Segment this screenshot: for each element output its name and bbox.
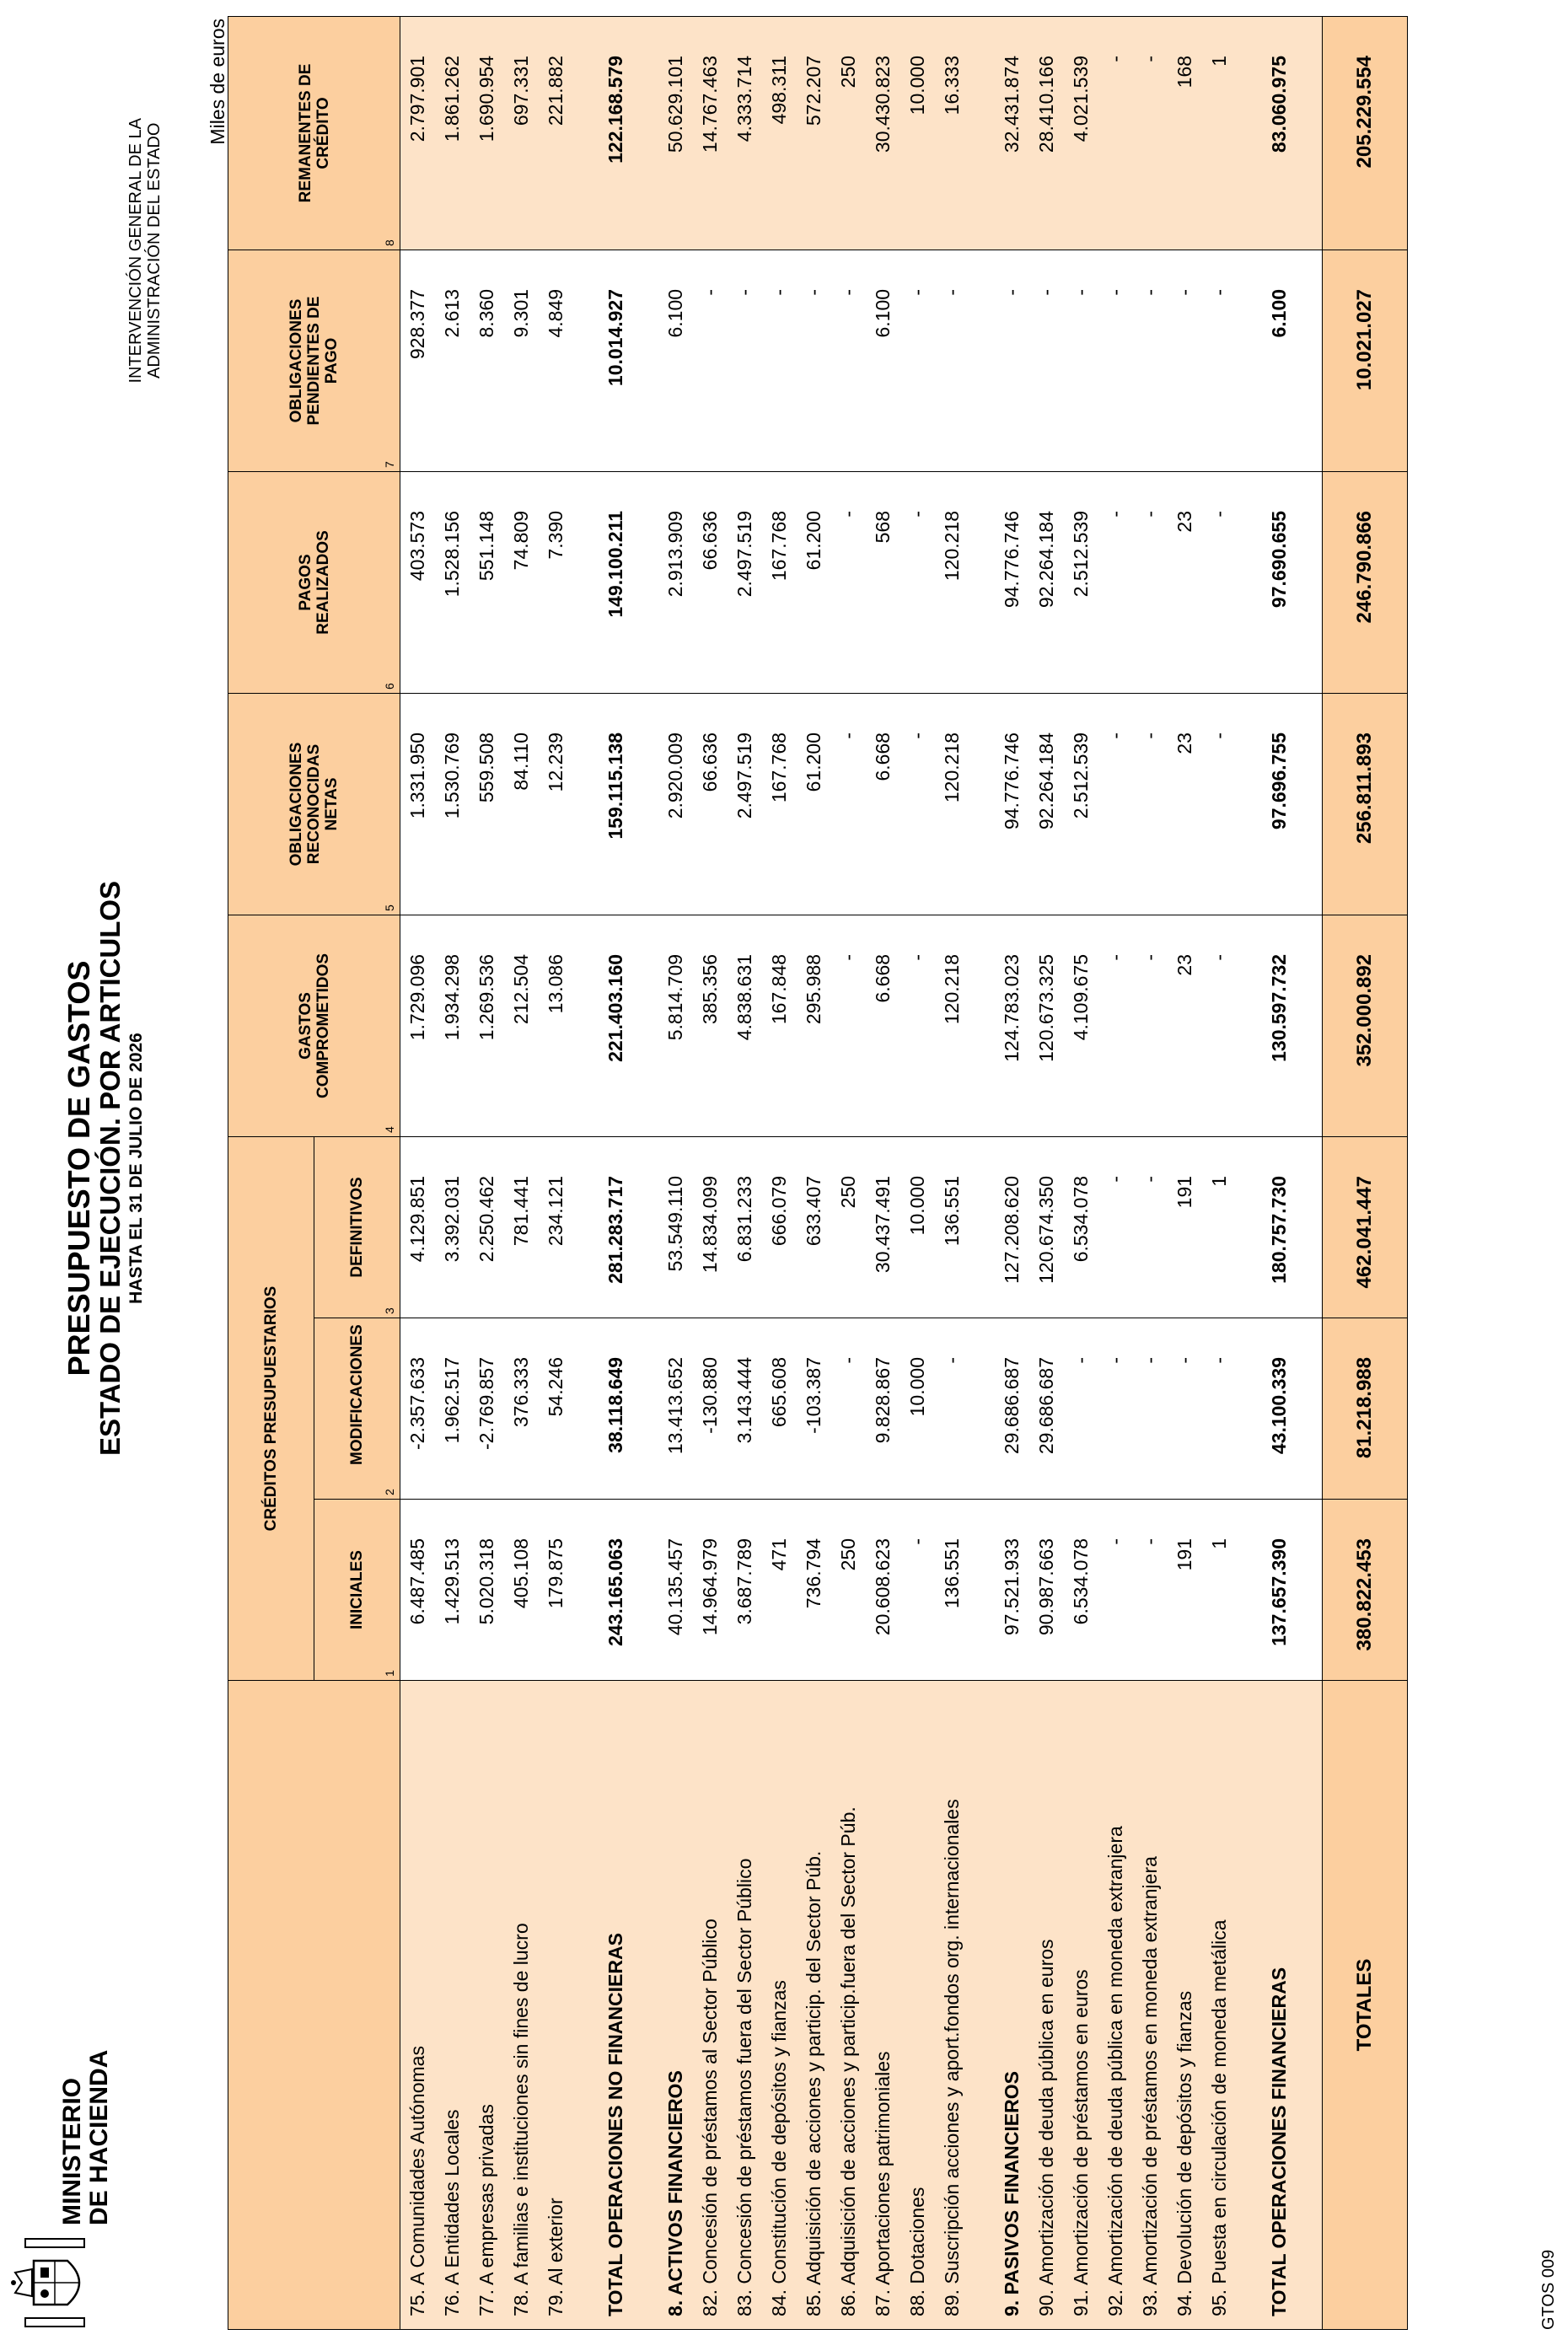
table-row: [1098, 16, 1133, 2329]
table-row: [935, 16, 969, 2329]
cell-value: 50.629.101: [658, 16, 693, 250]
cell-value: 90.987.663: [1029, 1500, 1064, 1681]
cell-value: 4.129.851: [400, 1136, 436, 1318]
cell-value: -: [1202, 693, 1237, 915]
row-label: 82. Concesión de préstamos al Sector Público: [693, 1681, 728, 2330]
cell-value: 1.729.096: [400, 915, 436, 1136]
cell-value: 4.849: [539, 250, 573, 471]
cell-value: 498.311: [762, 16, 797, 250]
table-row: [866, 16, 900, 2329]
cell-value: -: [935, 1318, 969, 1500]
cell-value: 568: [866, 471, 900, 693]
cell-value: 16.333: [935, 16, 969, 250]
cell-value: 28.410.166: [1029, 16, 1064, 250]
cell-value: 2.797.901: [400, 16, 436, 250]
cell-value: 1.528.156: [435, 471, 470, 693]
cell-value: -: [1133, 1136, 1168, 1318]
table-row: [1168, 16, 1202, 2329]
cell-value: 6.487.485: [400, 1500, 436, 1681]
cell-value: 405.108: [504, 1500, 539, 1681]
row-label: 90. Amortización de deuda pública en euros: [1029, 1681, 1064, 2330]
cell-value: -: [1133, 16, 1168, 250]
cell-value: 97.690.655: [1262, 471, 1297, 693]
cell-value: 38.118.649: [599, 1318, 633, 1500]
cell-value: 352.000.892: [1323, 915, 1408, 1136]
cell-value: 13.086: [539, 915, 573, 1136]
cell-value: 120.673.325: [1029, 915, 1064, 1136]
cell-value: -: [1098, 250, 1133, 471]
cell-value: 167.768: [762, 471, 797, 693]
table-row: [400, 16, 436, 2329]
cell-value: 61.200: [797, 471, 831, 693]
row-label: 85. Adquisición de acciones y particip. del Sector Púb.: [797, 1681, 831, 2330]
table-row: [762, 16, 797, 2329]
unit-label: Miles de euros: [207, 19, 228, 145]
cell-value: 66.636: [693, 693, 728, 915]
row-label: 87. Aportaciones patrimoniales: [866, 1681, 900, 2330]
cell-value: 54.246: [539, 1318, 573, 1500]
cell-value: -: [1029, 250, 1064, 471]
row-label: 93. Amortización de préstamos en moneda extranjera: [1133, 1681, 1168, 2330]
cell-value: -: [900, 471, 935, 693]
cell-value: 92.264.184: [1029, 693, 1064, 915]
cell-value: 6.668: [866, 693, 900, 915]
obligaciones-header: OBLIGACIONES RECONOCIDAS NETAS 5: [228, 693, 400, 915]
cell-value: -103.387: [797, 1318, 831, 1500]
cell-value: 167.848: [762, 915, 797, 1136]
cell-value: 234.121: [539, 1136, 573, 1318]
report-date: HASTA EL 31 DE JULIO DE 2026: [126, 1033, 146, 1304]
cell-value: 124.783.023: [995, 915, 1029, 1136]
cell-value: 10.014.927: [599, 250, 633, 471]
table-row: [693, 16, 728, 2329]
cell-value: 29.686.687: [1029, 1318, 1064, 1500]
cell-value: 1.690.954: [470, 16, 504, 250]
cell-value: 7.390: [539, 471, 573, 693]
table-row: [1064, 16, 1098, 2329]
cell-value: 6.831.233: [728, 1136, 762, 1318]
cell-value: -: [1098, 16, 1133, 250]
cell-value: -: [1098, 1500, 1133, 1681]
cell-value: 12.239: [539, 693, 573, 915]
row-label: 77. A empresas privadas: [470, 1681, 504, 2330]
row-label: 94. Devolución de depósitos y fianzas: [1168, 1681, 1202, 2330]
cell-value: 10.021.027: [1323, 250, 1408, 471]
cell-value: 9.301: [504, 250, 539, 471]
row-label: 75. A Comunidades Autónomas: [400, 1681, 436, 2330]
cell-value: -: [831, 915, 866, 1136]
cell-value: -: [1098, 915, 1133, 1136]
table-row: [831, 16, 866, 2329]
table-row: [1262, 16, 1297, 2329]
cell-value: 92.264.184: [1029, 471, 1064, 693]
cell-value: 2.512.539: [1064, 693, 1098, 915]
cell-value: -: [1202, 915, 1237, 1136]
report-title: PRESUPUESTO DE GASTOS: [62, 960, 96, 1377]
cell-value: 572.207: [797, 16, 831, 250]
cell-value: 1: [1202, 1136, 1237, 1318]
cell-value: 10.000: [900, 1136, 935, 1318]
cell-value: 29.686.687: [995, 1318, 1029, 1500]
comprometidos-header: GASTOS COMPROMETIDOS 4: [228, 915, 400, 1136]
agency-name: INTERVENCIÓN GENERAL DE LA ADMINISTRACIÓN DEL ESTADO: [126, 118, 164, 384]
cell-value: 471: [762, 1500, 797, 1681]
grand-total-row: [1323, 16, 1408, 2329]
row-label: 9. PASIVOS FINANCIEROS: [995, 1681, 1029, 2330]
cell-value: 551.148: [470, 471, 504, 693]
cell-value: -2.769.857: [470, 1318, 504, 1500]
cell-value: 462.041.447: [1323, 1136, 1408, 1318]
coat-of-arms-icon: [8, 2235, 93, 2330]
form-code: GTOS 009: [1539, 2249, 1558, 2330]
cell-value: -: [900, 915, 935, 1136]
row-label: 84. Constitución de depósitos y fianzas: [762, 1681, 797, 2330]
cell-value: -: [1098, 693, 1133, 915]
cell-value: 9.828.867: [866, 1318, 900, 1500]
cell-value: 120.674.350: [1029, 1136, 1064, 1318]
cell-value: 295.988: [797, 915, 831, 1136]
row-label: TOTAL OPERACIONES NO FINANCIERAS: [599, 1681, 633, 2330]
cell-value: 74.809: [504, 471, 539, 693]
cell-value: 666.079: [762, 1136, 797, 1318]
cell-value: 84.110: [504, 693, 539, 915]
cell-value: -: [728, 250, 762, 471]
cell-value: 3.687.789: [728, 1500, 762, 1681]
row-label: 86. Adquisición de acciones y particip.fuera del Sector Púb.: [831, 1681, 866, 2330]
row-label: 95. Puesta en circulación de moneda metálica: [1202, 1681, 1237, 2330]
table-row: [1133, 16, 1168, 2329]
cell-value: 2.913.909: [658, 471, 693, 693]
table-row: [470, 16, 504, 2329]
cell-value: -: [1202, 471, 1237, 693]
cell-value: 256.811.893: [1323, 693, 1408, 915]
cell-value: 23: [1168, 915, 1202, 1136]
cell-value: -2.357.633: [400, 1318, 436, 1500]
cell-value: 1.530.769: [435, 693, 470, 915]
cell-value: 167.768: [762, 693, 797, 915]
row-label: 88. Dotaciones: [900, 1681, 935, 2330]
cell-value: 81.218.988: [1323, 1318, 1408, 1500]
cell-value: 1.861.262: [435, 16, 470, 250]
row-label: TOTAL OPERACIONES FINANCIERAS: [1262, 1681, 1297, 2330]
cell-value: 66.636: [693, 471, 728, 693]
cell-value: 1.269.536: [470, 915, 504, 1136]
cell-value: 179.875: [539, 1500, 573, 1681]
row-label: 78. A familias e instituciones sin fines de lucro: [504, 1681, 539, 2330]
creditos-group-header: CRÉDITOS PRESUPUESTARIOS: [228, 1136, 314, 1680]
cell-value: -: [1133, 471, 1168, 693]
cell-value: -: [1133, 250, 1168, 471]
cell-value: 221.882: [539, 16, 573, 250]
table-row: [599, 16, 633, 2329]
cell-value: 1: [1202, 16, 1237, 250]
cell-value: 5.020.318: [470, 1500, 504, 1681]
table-row: [658, 16, 693, 2329]
row-label: 92. Amortización de deuda pública en moneda extranjera: [1098, 1681, 1133, 2330]
cell-value: 94.776.746: [995, 471, 1029, 693]
cell-value: 1.331.950: [400, 693, 436, 915]
row-label: 89. Suscripción acciones y aport.fondos org. internacionales: [935, 1681, 969, 2330]
cell-value: 14.964.979: [693, 1500, 728, 1681]
table-row: [504, 16, 539, 2329]
cell-value: 23: [1168, 693, 1202, 915]
iniciales-header: INICIALES 1: [314, 1500, 400, 1681]
cell-value: 250: [831, 1500, 866, 1681]
cell-value: 2.497.519: [728, 693, 762, 915]
ministry-name: MINISTERIO DE HACIENDA: [58, 2049, 113, 2225]
cell-value: -: [1133, 915, 1168, 1136]
table-row: [435, 16, 470, 2329]
cell-value: 665.608: [762, 1318, 797, 1500]
cell-value: 6.534.078: [1064, 1500, 1098, 1681]
cell-value: 13.413.652: [658, 1318, 693, 1500]
cell-value: 221.403.160: [599, 915, 633, 1136]
cell-value: 3.143.444: [728, 1318, 762, 1500]
cell-value: 2.497.519: [728, 471, 762, 693]
cell-value: 53.549.110: [658, 1136, 693, 1318]
cell-value: 97.696.755: [1262, 693, 1297, 915]
cell-value: 120.218: [935, 471, 969, 693]
cell-value: 149.100.211: [599, 471, 633, 693]
cell-value: 43.100.339: [1262, 1318, 1297, 1500]
cell-value: -: [900, 250, 935, 471]
cell-value: 2.250.462: [470, 1136, 504, 1318]
cell-value: -: [1064, 250, 1098, 471]
cell-value: -: [1168, 250, 1202, 471]
cell-value: -: [762, 250, 797, 471]
cell-value: -: [831, 471, 866, 693]
cell-value: 122.168.579: [599, 16, 633, 250]
cell-value: -: [1133, 1318, 1168, 1500]
report-title-block: [63, 671, 148, 1666]
cell-value: 191: [1168, 1136, 1202, 1318]
budget-table: [228, 16, 1408, 2330]
cell-value: 250: [831, 16, 866, 250]
cell-value: 6.668: [866, 915, 900, 1136]
definitivos-header: DEFINITIVOS 3: [314, 1136, 400, 1318]
cell-value: 2.512.539: [1064, 471, 1098, 693]
description-header: [228, 1681, 400, 2330]
cell-value: 736.794: [797, 1500, 831, 1681]
cell-value: -: [900, 693, 935, 915]
cell-value: 4.021.539: [1064, 16, 1098, 250]
row-label: 79. Al exterior: [539, 1681, 573, 2330]
cell-value: -: [831, 1318, 866, 1500]
cell-value: 559.508: [470, 693, 504, 915]
cell-value: -: [831, 693, 866, 915]
cell-value: 376.333: [504, 1318, 539, 1500]
row-label: 76. A Entidades Locales: [435, 1681, 470, 2330]
cell-value: -: [995, 250, 1029, 471]
cell-value: 14.767.463: [693, 16, 728, 250]
cell-value: 781.441: [504, 1136, 539, 1318]
cell-value: 61.200: [797, 693, 831, 915]
cell-value: 697.331: [504, 16, 539, 250]
cell-value: 120.218: [935, 915, 969, 1136]
cell-value: 4.838.631: [728, 915, 762, 1136]
cell-value: 136.551: [935, 1500, 969, 1681]
cell-value: 3.392.031: [435, 1136, 470, 1318]
cell-value: 94.776.746: [995, 693, 1029, 915]
cell-value: 380.822.453: [1323, 1500, 1408, 1681]
cell-value: 1.962.517: [435, 1318, 470, 1500]
cell-value: 2.920.009: [658, 693, 693, 915]
cell-value: 928.377: [400, 250, 436, 471]
cell-value: 6.100: [658, 250, 693, 471]
cell-value: 1: [1202, 1500, 1237, 1681]
cell-value: -: [1064, 1318, 1098, 1500]
table-row: [797, 16, 831, 2329]
cell-value: -: [935, 250, 969, 471]
cell-value: 23: [1168, 471, 1202, 693]
cell-value: 8.360: [470, 250, 504, 471]
cell-value: -: [1133, 693, 1168, 915]
cell-value: 250: [831, 1136, 866, 1318]
cell-value: 137.657.390: [1262, 1500, 1297, 1681]
cell-value: 136.551: [935, 1136, 969, 1318]
cell-value: 403.573: [400, 471, 436, 693]
modificaciones-header: MODIFICACIONES 2: [314, 1318, 400, 1500]
cell-value: 4.333.714: [728, 16, 762, 250]
cell-value: 5.814.709: [658, 915, 693, 1136]
cell-value: 212.504: [504, 915, 539, 1136]
table-row: [995, 16, 1029, 2329]
cell-value: 10.000: [900, 16, 935, 250]
table-row: [728, 16, 762, 2329]
cell-value: -: [1098, 1136, 1133, 1318]
cell-value: 83.060.975: [1262, 16, 1297, 250]
cell-value: -: [1202, 250, 1237, 471]
cell-value: 1.429.513: [435, 1500, 470, 1681]
cell-value: -: [900, 1500, 935, 1681]
cell-value: -: [1133, 1500, 1168, 1681]
row-label: 83. Concesión de préstamos fuera del Sector Público: [728, 1681, 762, 2330]
cell-value: 243.165.063: [599, 1500, 633, 1681]
cell-value: -: [1098, 471, 1133, 693]
cell-value: 246.790.866: [1323, 471, 1408, 693]
cell-value: 14.834.099: [693, 1136, 728, 1318]
cell-value: -: [1098, 1318, 1133, 1500]
cell-value: -: [1202, 1318, 1237, 1500]
cell-value: -130.880: [693, 1318, 728, 1500]
cell-value: -: [831, 250, 866, 471]
cell-value: 32.431.874: [995, 16, 1029, 250]
table-row: [1029, 16, 1064, 2329]
cell-value: 6.100: [866, 250, 900, 471]
remanentes-header: REMANENTES DE CRÉDITO 8: [228, 16, 400, 250]
cell-value: 30.430.823: [866, 16, 900, 250]
pagos-header: PAGOS REALIZADOS 6: [228, 471, 400, 693]
cell-value: 6.534.078: [1064, 1136, 1098, 1318]
row-label: 91. Amortización de préstamos en euros: [1064, 1681, 1098, 2330]
cell-value: 130.597.732: [1262, 915, 1297, 1136]
cell-value: -: [693, 250, 728, 471]
cell-value: 633.407: [797, 1136, 831, 1318]
table-row: [539, 16, 573, 2329]
cell-value: 180.757.730: [1262, 1136, 1297, 1318]
cell-value: 2.613: [435, 250, 470, 471]
row-label: TOTALES: [1323, 1681, 1408, 2330]
cell-value: 30.437.491: [866, 1136, 900, 1318]
cell-value: -: [1168, 1318, 1202, 1500]
cell-value: 40.135.457: [658, 1500, 693, 1681]
cell-value: 127.208.620: [995, 1136, 1029, 1318]
cell-value: 4.109.675: [1064, 915, 1098, 1136]
cell-value: 281.283.717: [599, 1136, 633, 1318]
cell-value: 1.934.298: [435, 915, 470, 1136]
cell-value: 20.608.623: [866, 1500, 900, 1681]
cell-value: -: [797, 250, 831, 471]
table-row: [1202, 16, 1237, 2329]
cell-value: 191: [1168, 1500, 1202, 1681]
cell-value: 10.000: [900, 1318, 935, 1500]
table-row: [900, 16, 935, 2329]
cell-value: 6.100: [1262, 250, 1297, 471]
cell-value: 205.229.554: [1323, 16, 1408, 250]
cell-value: 385.356: [693, 915, 728, 1136]
row-label: 8. ACTIVOS FINANCIEROS: [658, 1681, 693, 2330]
report-subtitle: ESTADO DE EJECUCIÓN. POR ARTICULOS: [94, 880, 126, 1457]
cell-value: 97.521.933: [995, 1500, 1029, 1681]
pendientes-header: OBLIGACIONES PENDIENTES DE PAGO 7: [228, 250, 400, 471]
cell-value: 120.218: [935, 693, 969, 915]
cell-value: 168: [1168, 16, 1202, 250]
cell-value: 159.115.138: [599, 693, 633, 915]
